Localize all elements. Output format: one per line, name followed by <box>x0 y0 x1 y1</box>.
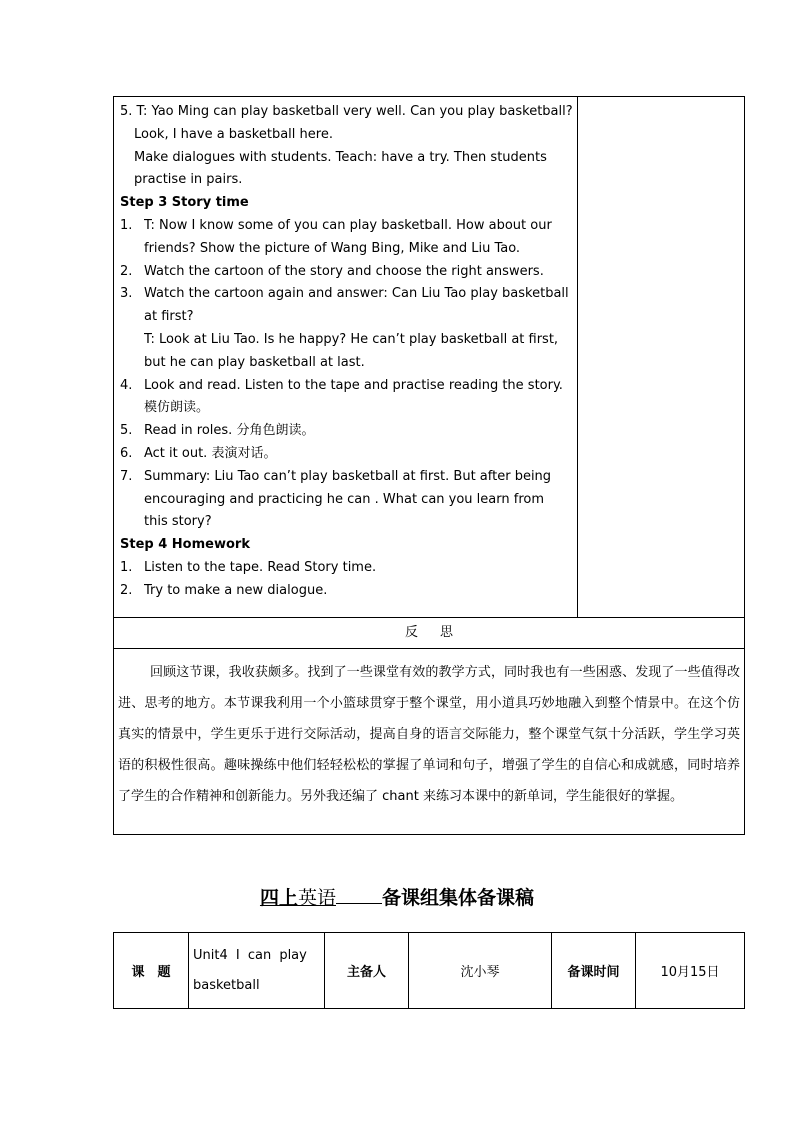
step-line: T: Look at Liu Tao. Is he happy? He can’t play basketball at first, <box>144 331 559 347</box>
step-line: encouraging and practicing he can . What can you learn from <box>144 491 544 507</box>
step-item-body <box>144 443 573 466</box>
step-item-body <box>144 261 573 284</box>
lesson-info-table <box>113 932 745 1009</box>
step3-heading: Step 3 Story time <box>120 195 249 211</box>
step-line: Look, I have a basketball here. <box>134 126 333 142</box>
title-subject: 英语 <box>297 887 336 909</box>
step-line: Try to make a new dialogue. <box>144 582 328 598</box>
step-line: but he can play basketball at last. <box>144 354 365 370</box>
step-item-number: 1. <box>120 217 133 233</box>
step-item <box>120 215 573 261</box>
step-item-body <box>144 557 573 580</box>
step-item <box>120 261 573 284</box>
step-item-number: 3. <box>120 286 133 302</box>
step3-list <box>120 215 573 534</box>
step-item <box>120 466 573 534</box>
step-line: 模仿朗读。 <box>144 400 210 416</box>
step-line: friends? Show the picture of Wang Bing, Mike and Liu Tao. <box>144 240 521 256</box>
prep-time-label: 备课时间 <box>552 933 636 1009</box>
reflection-title-char: 思 <box>440 625 454 640</box>
step-item <box>120 375 573 421</box>
step4-list <box>120 557 573 603</box>
step-line: 5. T: Yao Ming can play basketball very well. Can you play basketball? <box>120 104 573 119</box>
step-line: T: Now I know some of you can play basketball. How about our <box>144 217 552 233</box>
document-title <box>0 883 794 913</box>
reflection-title-char: 反 <box>404 625 440 640</box>
step-line: at first? <box>144 309 194 325</box>
reflection-body: 回顾这节课，我收获颇多。找到了一些课堂有效的教学方式，同时我也有一些困惑、发现了一些值得改进、思考的地方。本节课我利用一个小篮球贯穿于整个课堂，用小道具巧妙地融入到整个情景中。在这个仿真实的情景中，学生更乐于进行交际活动，提高自身的语言交际能力，整个课堂气氛十分活跃，学生学习英语的积极性很高。趣味操练中他们轻轻松松的掌握了单词和句子，增强了学生的自信心和成就感，同时培养了学生的合作精神和创新能力。另外我还编了 chant 来练习本课中的新单词，学生能很好的掌握。 <box>114 649 745 835</box>
title-main: 备课组集体备课稿 <box>382 887 535 909</box>
lesson-plan-table <box>113 96 745 835</box>
preparer-label: 主备人 <box>325 933 409 1009</box>
step-item-body <box>144 420 573 443</box>
step-line: Watch the cartoon again and answer: Can Liu Tao play basketball <box>144 286 569 302</box>
step-item <box>120 443 573 466</box>
step-item-number: 1. <box>120 559 133 575</box>
step-item <box>120 580 573 603</box>
topic-value: Unit4 I can play basketball <box>189 933 325 1009</box>
step-line: practise in pairs. <box>134 172 243 188</box>
step-line: Summary: Liu Tao can’t play basketball at first. But after being <box>144 468 552 484</box>
step-line: Make dialogues with students. Teach: have a try. Then students <box>134 149 547 165</box>
step4-heading: Step 4 Homework <box>120 537 250 553</box>
step-item-number: 7. <box>120 468 133 484</box>
title-blank <box>336 883 382 904</box>
step-item-body <box>144 580 573 603</box>
step-item-body <box>144 215 573 261</box>
step-item <box>120 557 573 580</box>
step-item <box>120 283 573 374</box>
notes-cell <box>578 97 745 618</box>
preparer-value: 沈小琴 <box>409 933 552 1009</box>
step-item-body <box>144 375 573 421</box>
step-item-body <box>144 466 573 534</box>
step-line: this story? <box>144 514 212 530</box>
step-item-number: 6. <box>120 445 133 461</box>
step-item-number: 2. <box>120 263 133 279</box>
step-item-number: 2. <box>120 582 133 598</box>
step-line: Act it out. 表演对话。 <box>144 445 277 461</box>
prep-time-value: 10月15日 <box>636 933 745 1009</box>
step-item-number: 5. <box>120 423 133 439</box>
reflection-heading <box>114 618 745 649</box>
step-line: Look and read. Listen to the tape and practise reading the story. <box>144 377 563 393</box>
step-item-number: 4. <box>120 377 133 393</box>
step-line: Read in roles. 分角色朗读。 <box>144 423 315 439</box>
step-item <box>120 420 573 443</box>
topic-label: 课 题 <box>114 933 189 1009</box>
step-line: Listen to the tape. Read Story time. <box>144 559 377 575</box>
step-item-body <box>144 283 573 374</box>
teaching-steps-cell <box>114 97 578 618</box>
step-line: Watch the cartoon of the story and choose the right answers. <box>144 263 544 279</box>
title-grade: 四上 <box>259 887 298 909</box>
